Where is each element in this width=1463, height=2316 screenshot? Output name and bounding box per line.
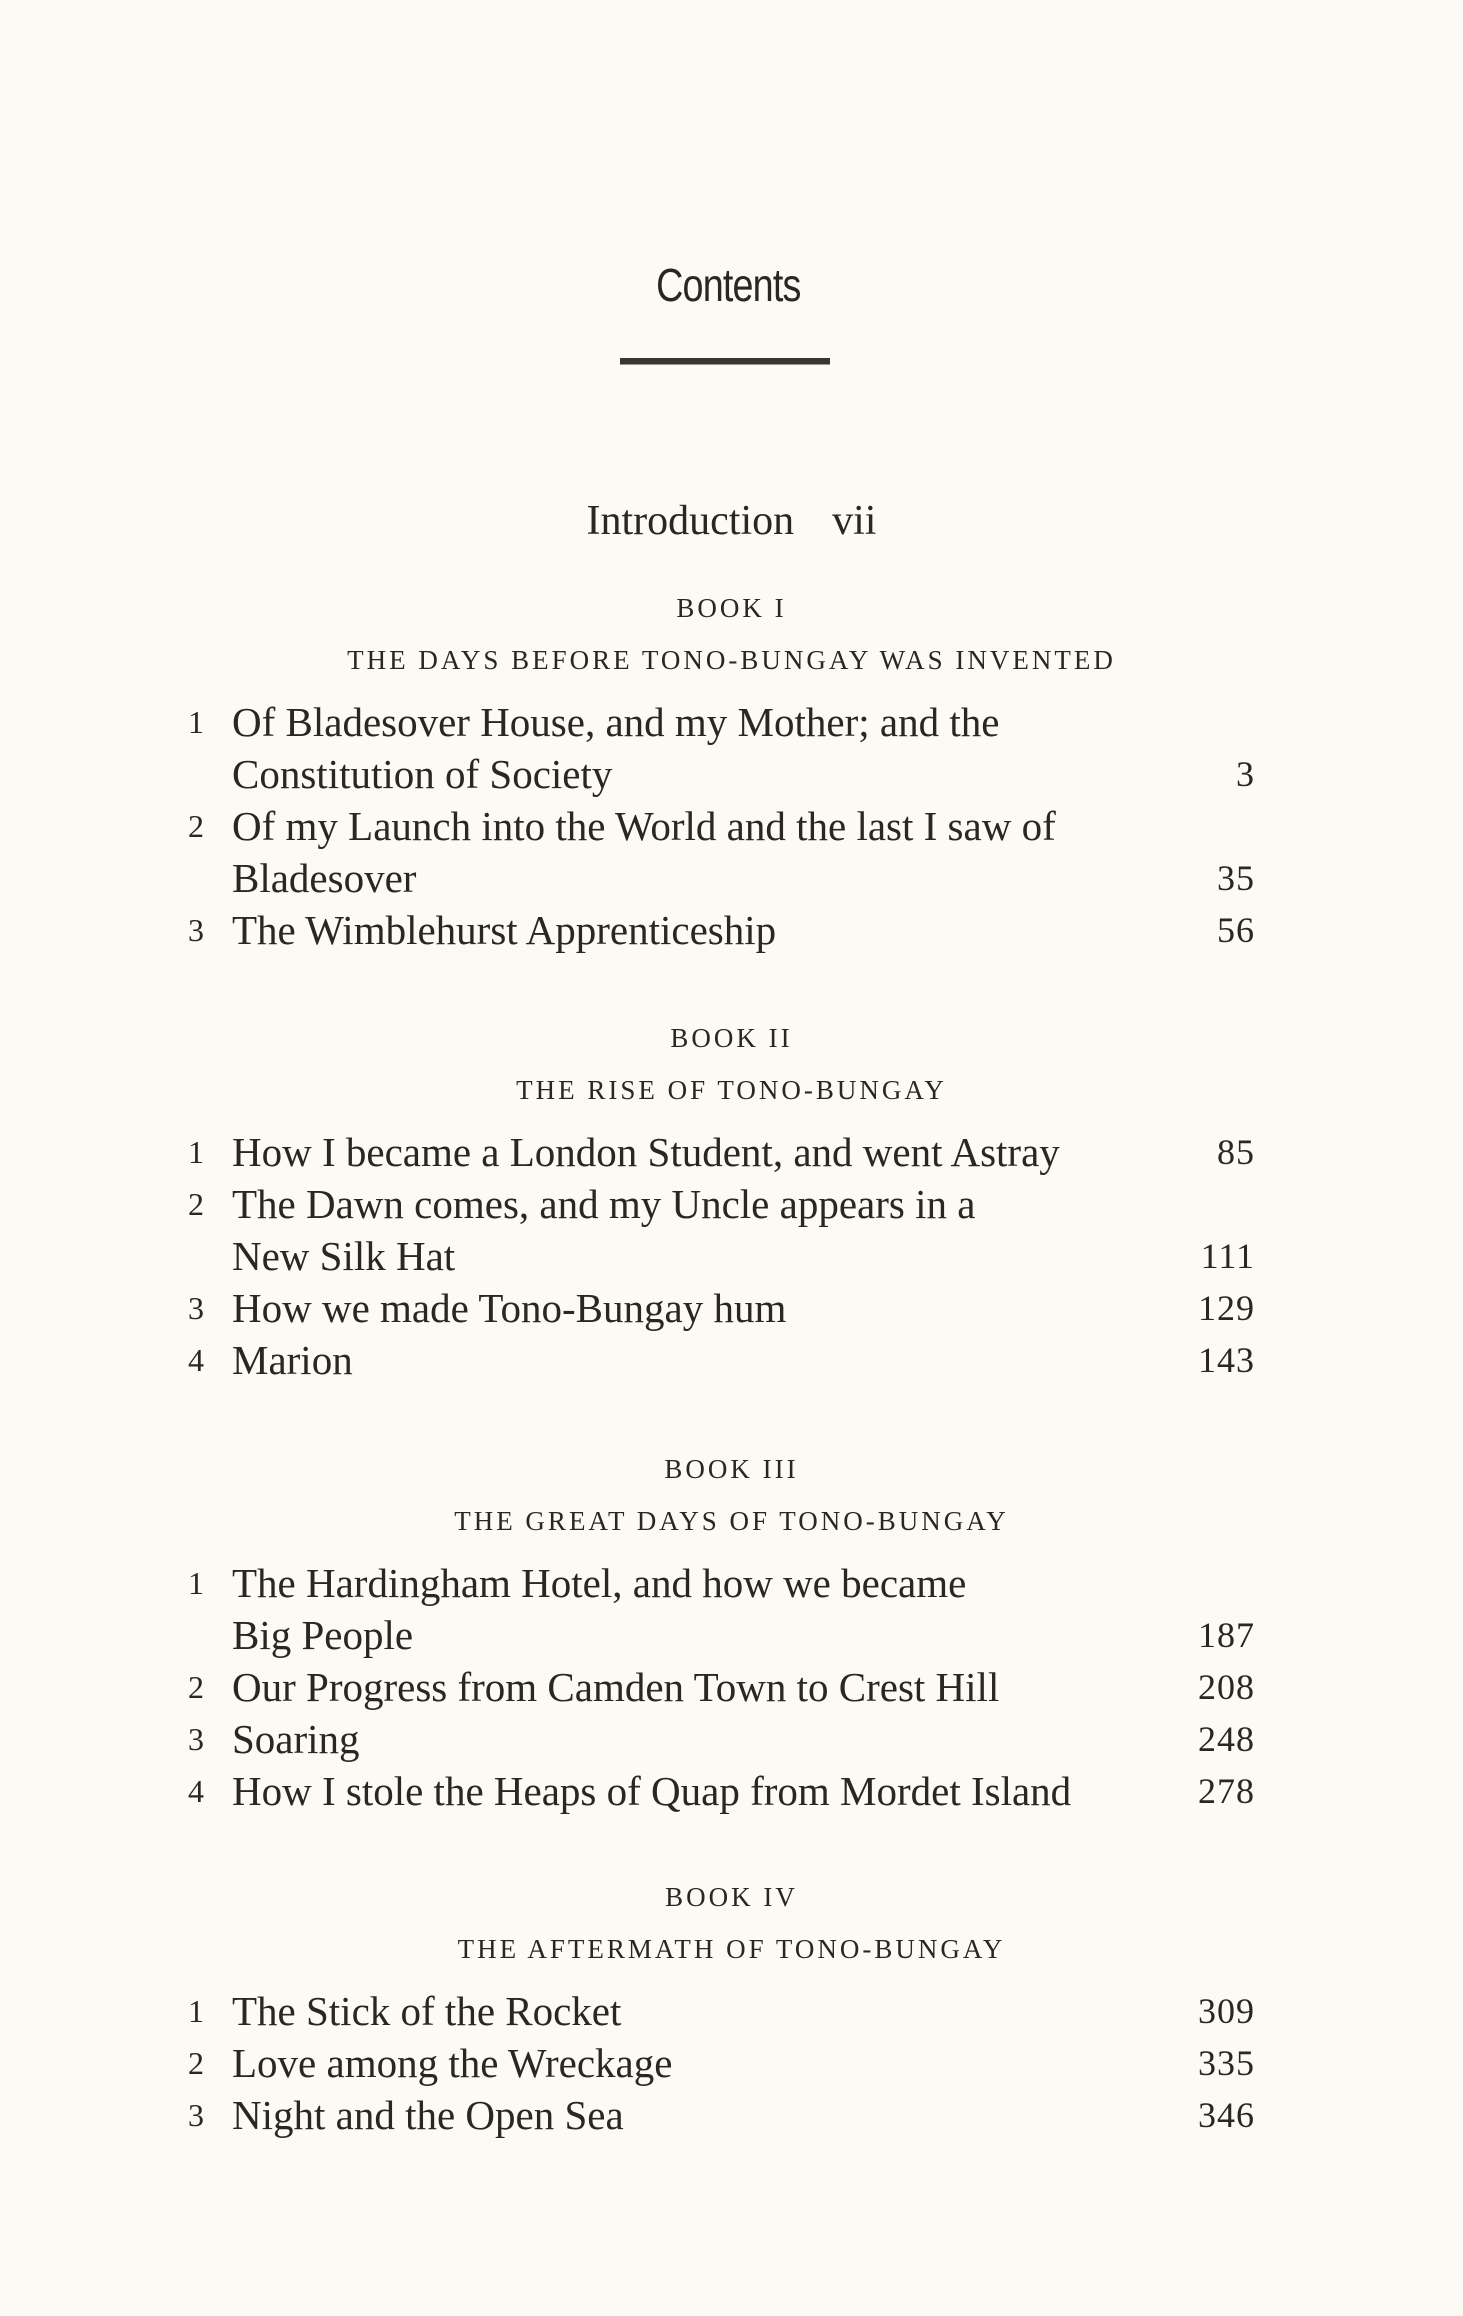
chapter-number: 1: [188, 704, 204, 740]
chapter-number: 3: [188, 912, 204, 948]
introduction-label: Introduction: [586, 498, 795, 544]
chapter-title-line: Love among the Wreckage: [232, 2040, 673, 2086]
chapter-entry: [0, 1661, 1463, 1713]
chapter-page: 85: [1217, 1132, 1255, 1172]
chapter-page: 278: [1198, 1771, 1255, 1811]
chapter-number: 3: [188, 1721, 204, 1757]
chapter-entry: [0, 1985, 1463, 2037]
chapter-number: 4: [188, 1773, 204, 1809]
chapter-page: 56: [1217, 910, 1255, 950]
chapter-page: 3: [1236, 754, 1255, 794]
book-section: [0, 1871, 1463, 2141]
chapter-entry: [0, 800, 1463, 904]
chapter-entry: [0, 1765, 1463, 1817]
chapter-title-line: Big People: [232, 1612, 414, 1658]
title-rule: [620, 358, 830, 365]
chapter-page: 187: [1198, 1615, 1255, 1655]
chapter-title-line: How I became a London Student, and went Astray: [232, 1129, 1060, 1175]
chapter-entry: [0, 2037, 1463, 2089]
chapter-page: 346: [1198, 2095, 1255, 2135]
chapter-number: 2: [188, 1669, 204, 1705]
chapter-entry: [0, 1178, 1463, 1282]
chapter-title-line: Of my Launch into the World and the last I saw of: [232, 803, 1056, 849]
book-title: THE RISE OF TONO-BUNGAY: [516, 1075, 947, 1105]
chapter-page: 129: [1198, 1288, 1255, 1328]
book-title: THE GREAT DAYS OF TONO-BUNGAY: [454, 1506, 1009, 1536]
chapter-page: 335: [1198, 2043, 1255, 2083]
chapter-number: 3: [188, 2097, 204, 2133]
chapter-title-line: How I stole the Heaps of Quap from Mordet Island: [232, 1768, 1072, 1814]
book-section: [0, 1443, 1463, 1817]
book-section: [0, 1012, 1463, 1386]
book-title: THE AFTERMATH OF TONO-BUNGAY: [457, 1934, 1006, 1964]
chapter-entry: [0, 1713, 1463, 1765]
page-title: Contents: [656, 259, 801, 311]
chapter-title-line: Bladesover: [232, 855, 417, 901]
chapter-title-line: Soaring: [232, 1716, 360, 1762]
chapter-title-line: Marion: [232, 1337, 353, 1383]
chapter-title-line: Of Bladesover House, and my Mother; and the: [232, 699, 1000, 745]
chapter-page: 309: [1198, 1991, 1255, 2031]
chapter-page: 111: [1200, 1236, 1255, 1276]
chapter-page: 248: [1198, 1719, 1255, 1759]
chapter-entry: [0, 696, 1463, 800]
book-label: BOOK II: [670, 1023, 793, 1053]
chapter-number: 2: [188, 1186, 204, 1222]
chapter-title-line: The Stick of the Rocket: [232, 1988, 622, 2034]
chapter-entry: [0, 1334, 1463, 1386]
chapter-title-line: Night and the Open Sea: [232, 2092, 624, 2138]
chapter-number: 3: [188, 1290, 204, 1326]
chapter-number: 4: [188, 1342, 204, 1378]
chapter-entry: [0, 904, 1463, 956]
book-label: BOOK III: [664, 1454, 799, 1484]
chapter-number: 1: [188, 1134, 204, 1170]
chapter-page: 208: [1198, 1667, 1255, 1707]
introduction-page: vii: [832, 498, 877, 544]
chapter-number: 1: [188, 1565, 204, 1601]
chapter-entry: [0, 1557, 1463, 1661]
chapter-title-line: Constitution of Society: [232, 751, 613, 797]
book-label: BOOK IV: [665, 1882, 798, 1912]
introduction-entry: [0, 497, 1463, 545]
chapter-number: 1: [188, 1993, 204, 2029]
chapter-title-line: The Hardingham Hotel, and how we became: [232, 1560, 967, 1606]
chapter-title-line: New Silk Hat: [232, 1233, 456, 1279]
chapter-page: 35: [1217, 858, 1255, 898]
chapter-title-line: The Wimblehurst Apprenticeship: [232, 907, 777, 953]
chapter-title-line: Our Progress from Camden Town to Crest Hill: [232, 1664, 1000, 1710]
book-section: [0, 582, 1463, 956]
book-label: BOOK I: [676, 593, 787, 623]
chapter-title-line: How we made Tono-Bungay hum: [232, 1285, 787, 1331]
chapter-page: 143: [1198, 1340, 1255, 1380]
chapter-entry: [0, 2089, 1463, 2141]
chapter-number: 2: [188, 808, 204, 844]
chapter-entry: [0, 1126, 1463, 1178]
chapter-title-line: The Dawn comes, and my Uncle appears in a: [232, 1181, 976, 1227]
chapter-entry: [0, 1282, 1463, 1334]
chapter-number: 2: [188, 2045, 204, 2081]
book-title: THE DAYS BEFORE TONO-BUNGAY WAS INVENTED: [347, 645, 1116, 675]
